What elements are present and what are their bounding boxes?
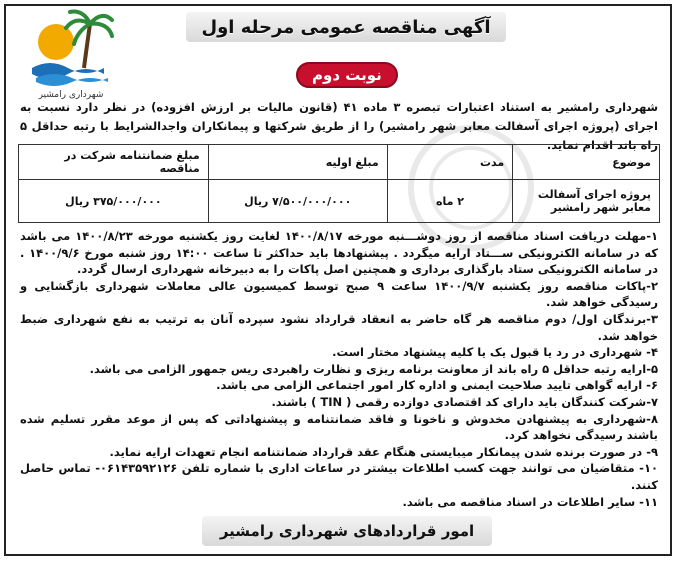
condition-item: ۶- ارایه گواهی تایید صلاحیت ایمنی و اداره کار امور اجتماعی الزامی می باشد. [216, 378, 658, 393]
conditions-list [20, 228, 658, 510]
tender-table [18, 144, 660, 223]
condition-item: ۳-برندگان اول/ دوم مناقصه هر گاه حاضر به انعقاد قرارداد نشود سپرده آنان به ترتیب به نفع شهرداری ضبط خواهد شد. [20, 311, 658, 343]
condition-item: ۴- شهرداری در رد یا قبول یک یا کلیه پیشنهاد مختار است. [332, 345, 658, 360]
condition-item: ۸-شهرداری به پیشنهادن مخدوش و ناخونا و فاقد ضمانتنامه و پیشنهاداتی که پس از موعد مقرر تسلیم شده باشند رسیدگی نخواهد کرد. [20, 411, 658, 443]
header-guarantee: مبلغ ضمانتنامه شرکت در مناقصه [19, 145, 209, 180]
condition-item: ۵-ارایه رتبه حداقل ۵ راه باند از معاونت برنامه ریزی و نظارت راهبردی ریس جمهور الزامی می باشد. [89, 361, 658, 376]
palm-sun-icon [26, 8, 116, 88]
condition-item: ۱۰- متقاضیان می توانند جهت کسب اطلاعات بیشتر در ساعات اداری با شماره تلفن ۰۶۱۴۳۵۹۲۱۲۶- تماس حاصل کنند. [20, 461, 658, 492]
table-row [19, 180, 660, 223]
round-badge: نوبت دوم [296, 62, 398, 88]
tender-notice [4, 4, 672, 556]
condition-item: ۱۱- سایر اطلاعات در اسناد مناقصه می باشد. [402, 494, 658, 509]
municipality-logo [26, 8, 116, 100]
condition-item: ۲-پاکات مناقصه روز یکشنبه ۱۴۰۰/۹/۷ ساعت ۹ صبح توسط کمیسیون عالی معاملات شهرداری بازگشایی و رسیدگی خواهد شد. [20, 278, 658, 310]
header-subject: موضوع [513, 145, 660, 180]
cell-subject: پروژه اجرای آسفالت معابر شهر رامشیر [513, 180, 660, 223]
header-initial-amount: مبلغ اولیه [208, 145, 387, 180]
header-period: مدت [387, 145, 512, 180]
notice-title: آگهی مناقصه عمومی مرحله اول [201, 16, 491, 38]
table-header-row [19, 145, 660, 180]
cell-guarantee: ۳۷۵/۰۰۰/۰۰۰ ریال [19, 180, 209, 223]
cell-initial-amount: ۷/۵۰۰/۰۰۰/۰۰۰ ریال [208, 180, 387, 223]
condition-item: ۱-مهلت دریافت اسناد مناقصه از روز دوشـــنبه مورخه ۱۴۰۰/۸/۱۷ لغایت روز یکشنبه مورخه ۱۴۰۰/۸/۲۳ می باشد که در سامانه الکترونیکی ســـتاد ارایه میگردد . پیشنهادها باید حداکثر تا ساعت ۱۴:۰۰ روز شنبه مورخ ۱۴۰۰/۹/۶ . در سامانه الکترونیکی ستاد بارگذاری برداری و همچنین اصل پاکات را به دبیرخانه شهرداری ارسال گردد. [20, 229, 659, 277]
issuer-banner [202, 516, 492, 546]
title-banner [186, 12, 506, 42]
condition-item: ۹- در صورت برنده شدن پیمانکار میبایستی هنگام عقد قرارداد ضمانتنامه انجام تعهدات ارایه نماید. [109, 444, 658, 459]
logo-caption: شهرداری رامشیر [38, 90, 104, 100]
intro-paragraph: شهرداری رامشیر به استناد اعتبارات تبصره ۳ ماده ۴۱ (قانون مالیات بر ارزش افزوده) در نظر دارد نسبت به اجرای (پروژه اجرای آسفالت معابر شهر رامشیر) را از طریق شرکتها و پیمانکاران واجدالشرایط با رتبه حداقل ۵ راه باند اقدام نماید. [20, 100, 658, 152]
issuer-name: امور قراردادهای شهرداری رامشیر [219, 522, 475, 540]
condition-item: ۷-شرکت کنندگان باید دارای کد اقتصادی دوازده رقمی ( TIN ) باشند. [271, 394, 658, 409]
cell-period: ۲ ماه [387, 180, 512, 223]
